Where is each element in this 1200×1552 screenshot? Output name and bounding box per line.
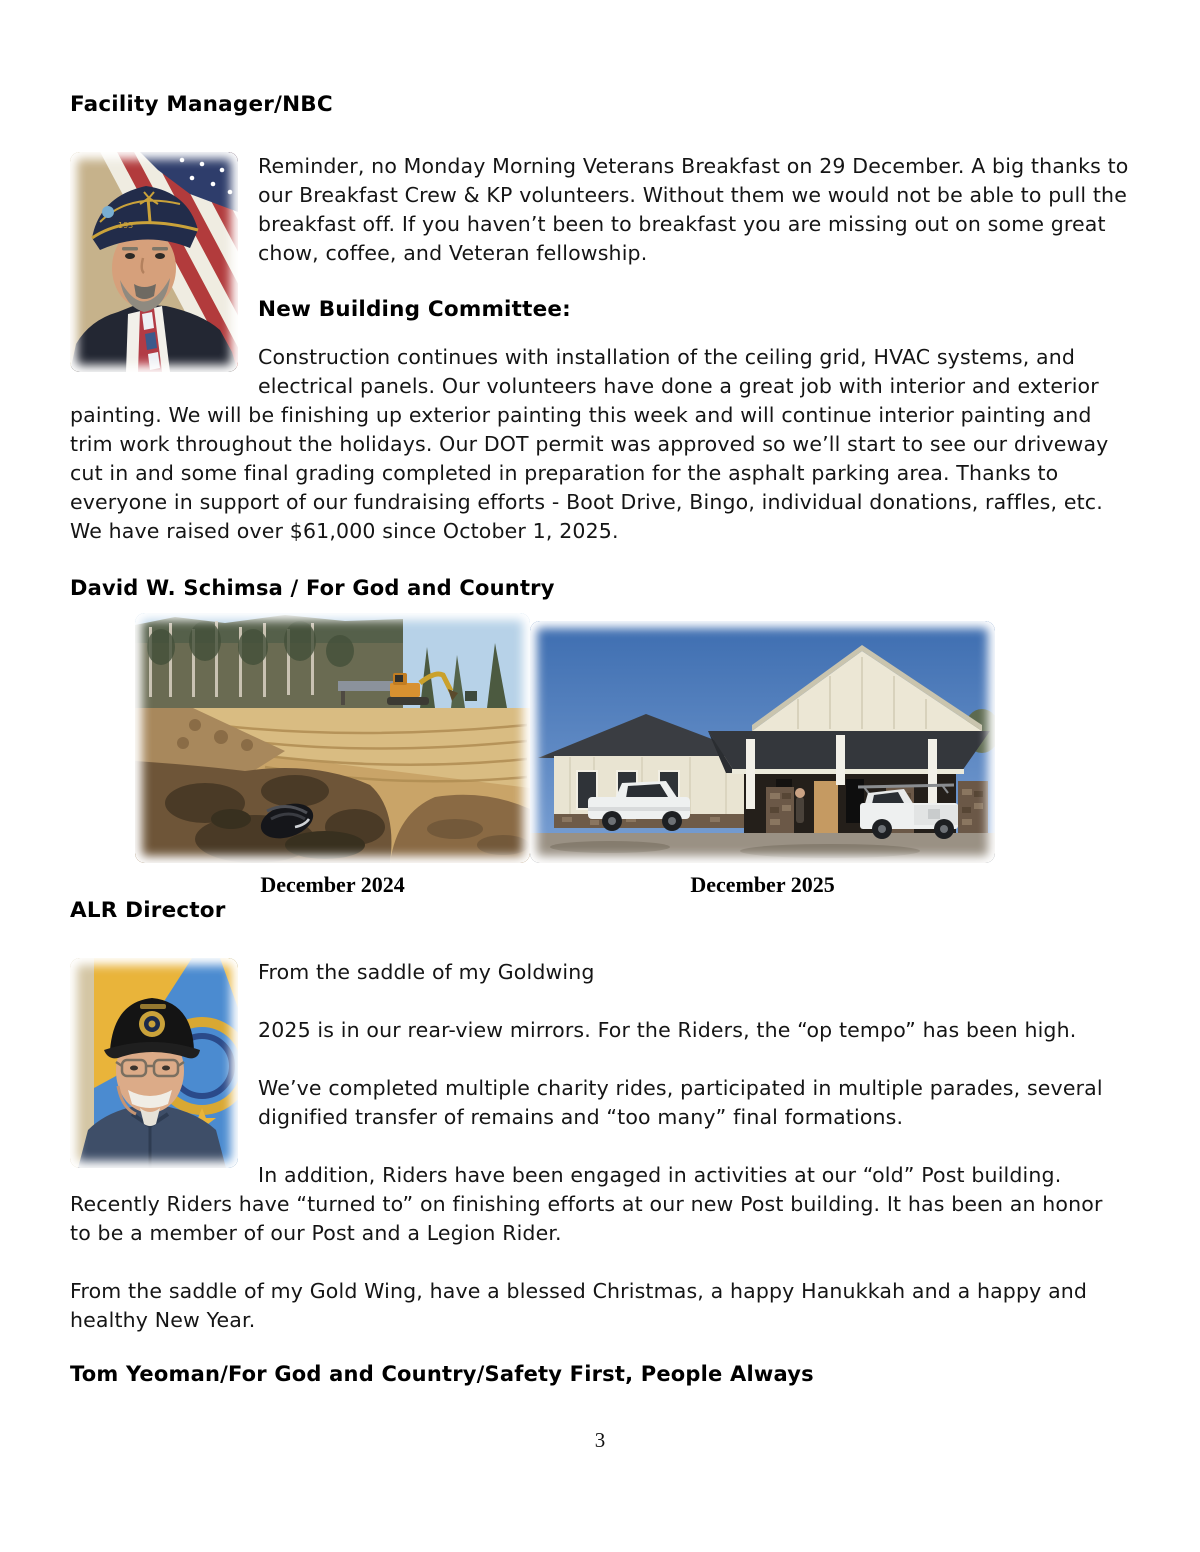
facility-manager-heading: Facility Manager/NBC <box>70 92 333 117</box>
alr-director-portrait-art <box>70 958 238 1168</box>
page-number: 3 <box>594 1428 606 1452</box>
december-2024-caption: December 2024 <box>260 872 405 897</box>
alr-director-section <box>70 958 1130 1335</box>
alr-signature: Tom Yeoman/For God and Country/Safety First, People Always <box>70 1362 814 1386</box>
facility-manager-portrait <box>70 152 238 372</box>
alr-director-heading: ALR Director <box>70 898 226 923</box>
progress-photo-row <box>135 613 995 898</box>
alr-paragraph-5: From the saddle of my Gold Wing, have a blessed Christmas, a happy Hanukkah and a happy and healthy New Year. <box>70 1279 1088 1332</box>
alr-paragraph-4: In addition, Riders have been engaged in activities at our “old” Post building. Recently Riders have “turned to” on finishing efforts at our new Post building. It has been an honor to be a member of our Post and a Legion Rider. <box>70 1163 1103 1245</box>
december-2025-figure <box>530 621 995 898</box>
facility-paragraph-1: Reminder, no Monday Morning Veterans Breakfast on 29 December. A big thanks to our Breakfast Crew & KP volunteers. Without them we would not be able to pull the breakfast off. If you haven’t been to breakfast you are missing out on some great chow, coffee, and Veteran fellowship. <box>258 154 1129 265</box>
december-2024-figure <box>135 613 530 898</box>
new-building-art <box>530 621 995 863</box>
construction-site-photo <box>135 613 530 863</box>
alr-paragraph-2: 2025 is in our rear-view mirrors. For the Riders, the “op tempo” has been high. <box>258 1018 1077 1042</box>
december-2025-caption: December 2025 <box>690 872 835 897</box>
new-building-committee-heading: New Building Committee: <box>258 297 571 322</box>
facility-paragraph-2: Construction continues with installation of the ceiling grid, HVAC systems, and electrical panels. Our volunteers have done a great job with interior and exterior painting. We will be finishing up exterior painting this week and will continue interior painting and trim work throughout the holidays. Our DOT permit was approved so we’ll start to see our driveway cut in and some final grading completed in preparation for the asphalt parking area. Thanks to everyone in support of our fundraising efforts - Boot Drive, Bingo, individual donations, raffles, etc. We have raised over $61,000 since October 1, 2025. <box>70 345 1109 543</box>
facility-manager-section <box>70 152 1130 575</box>
new-building-photo <box>530 621 995 863</box>
alr-paragraph-3: We’ve completed multiple charity rides, participated in multiple parades, several dignified transfer of remains and “too many” final formations. <box>258 1076 1103 1129</box>
alr-director-portrait <box>70 958 238 1168</box>
construction-site-art <box>135 613 530 863</box>
alr-paragraph-1: From the saddle of my Goldwing <box>258 960 595 984</box>
facility-manager-portrait-art <box>70 152 238 372</box>
facility-signature: David W. Schimsa / For God and Country <box>70 576 555 600</box>
svg-text:193: 193 <box>118 221 134 230</box>
